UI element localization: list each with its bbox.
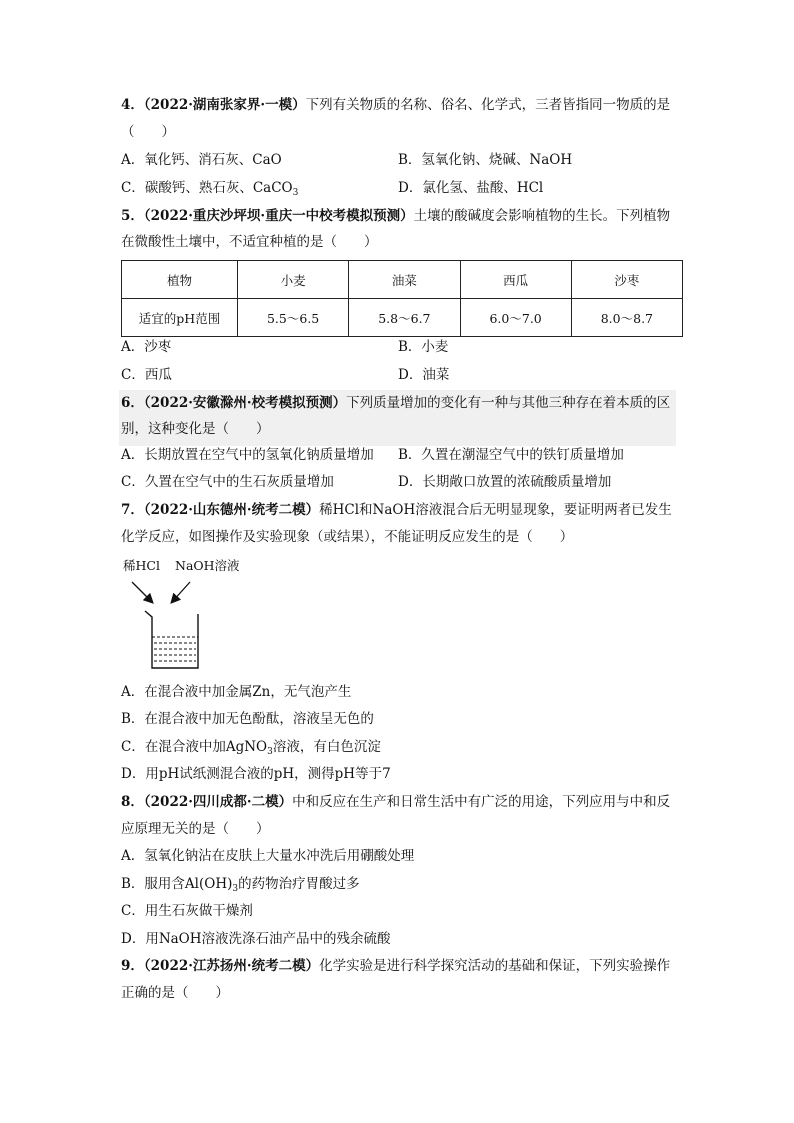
q4-number: 4．: [121, 97, 144, 113]
q6-number: 6．: [121, 395, 144, 411]
q7-option-a: A．在混合液中加金属Zn，无气泡产生: [121, 684, 352, 700]
q5-stem-line-2: 在微酸性土壤中，不适宜种植的是（ ）: [121, 234, 378, 250]
q4-stem-text: 下列有关物质的名称、俗名、化学式，三者皆指同一物质的是: [305, 97, 671, 113]
q8-option-a: A．氢氧化钠沾在皮肤上大量水冲洗后用硼酸处理: [121, 848, 415, 864]
q8-option-d: D．用NaOH溶液洗涤石油产品中的残余硫酸: [121, 931, 391, 947]
q4-option-c-text: C．碳酸钙、熟石灰、CaCO: [121, 180, 293, 196]
q8-source: （2022·四川成都·二模）: [143, 794, 293, 810]
q8-option-b-sub: 3: [232, 884, 239, 894]
q7-option-c-sub: 3: [267, 747, 273, 757]
table-cell: 适宜的pH范围: [122, 299, 238, 337]
q4-option-a: A．氧化钙、消石灰、CaO: [121, 152, 282, 168]
table-cell: 5.8～6.7: [349, 299, 460, 337]
q8-stem: [121, 793, 670, 811]
q6-option-c: C．久置在空气中的生石灰质量增加: [121, 474, 334, 490]
q5-stem: [121, 207, 670, 225]
q9-stem: [121, 957, 670, 975]
q8-option-c: C．用生石灰做干燥剂: [121, 903, 253, 919]
q6-stem-line-2: 别，这种变化是（ ）: [121, 421, 270, 437]
q5-option-c: C．西瓜: [121, 367, 172, 383]
q7-option-c-text: C．在混合液中加AgNO: [121, 739, 268, 755]
q8-stem-text-1: 中和反应在生产和日常生活中有广泛的用途，下列应用与中和反: [292, 794, 671, 810]
q6-option-b: B．久置在潮湿空气中的铁钉质量增加: [398, 447, 624, 463]
q9-stem-text-1: 化学实验是进行科学探究活动的基础和保证，下列实验操作: [319, 958, 671, 974]
q6-option-d: D．长期敞口放置的浓硫酸质量增加: [398, 474, 612, 490]
q8-stem-line-2: 应原理无关的是（ ）: [121, 821, 270, 837]
ph-range-table: [121, 260, 683, 337]
q7-stem-line-2: 化学反应，如图操作及实验现象（或结果），不能证明反应发生的是（ ）: [121, 529, 574, 545]
q6-stem-text-1: 下列质量增加的变化有一种与其他三种存在着本质的区: [346, 395, 671, 411]
q4-option-c-sub: 3: [292, 188, 299, 198]
q6-source: （2022·安徽滁州·校考模拟预测）: [143, 395, 347, 411]
q8-option-b: [121, 875, 360, 898]
naoh-label: NaOH溶液: [175, 558, 240, 573]
q4-option-b: B．氢氧化钠、烧碱、NaOH: [398, 152, 573, 168]
q5-number: 5．: [121, 208, 144, 224]
q7-option-c-tail: 溶液，有白色沉淀: [272, 739, 381, 755]
beaker-diagram: [118, 556, 218, 676]
q8-option-b-text: B．服用含Al(OH): [121, 876, 233, 892]
q7-stem: [121, 501, 672, 519]
q5-stem-text-1: 土壤的酸碱度会影响植物的生长。下列植物: [413, 208, 671, 224]
q5-source: （2022·重庆沙坪坝·重庆一中校考模拟预测）: [143, 208, 414, 224]
q7-option-d: D．用pH试纸测混合液的pH，测得pH等于7: [121, 766, 391, 782]
q6-option-a: A．长期放置在空气中的氢氧化钠质量增加: [121, 447, 374, 463]
q7-option-b: B．在混合液中加无色酚酞，溶液呈无色的: [121, 711, 374, 727]
q7-stem-text-1: 稀HCl和NaOH溶液混合后无明显现象，要证明两者已发生: [319, 502, 672, 518]
table-cell: 6.0～7.0: [460, 299, 571, 337]
table-row: [122, 261, 683, 299]
q7-number: 7．: [121, 502, 144, 518]
table-cell: 沙枣: [571, 261, 682, 299]
table-cell: 西瓜: [460, 261, 571, 299]
q5-option-a: A．沙枣: [121, 339, 172, 355]
q4-paren: （ ）: [121, 124, 175, 140]
table-cell: 小麦: [238, 261, 349, 299]
q7-option-c: [121, 738, 381, 761]
hcl-label: 稀HCl: [123, 558, 160, 573]
arrow-icon: [172, 582, 190, 602]
q5-option-d: D．油菜: [398, 367, 450, 383]
q9-number: 9．: [121, 958, 144, 974]
q9-stem-line-2: 正确的是（ ）: [121, 985, 229, 1001]
q4-source: （2022·湖南张家界·一模）: [143, 97, 306, 113]
q8-option-b-tail: 的药物治疗胃酸过多: [238, 876, 360, 892]
q4-option-c: [121, 179, 298, 202]
q5-option-b: B．小麦: [398, 339, 449, 355]
q4-option-d: D．氯化氢、盐酸、HCl: [398, 180, 544, 196]
q8-number: 8．: [121, 794, 144, 810]
table-cell: 5.5～6.5: [238, 299, 349, 337]
table-cell: 8.0～8.7: [571, 299, 682, 337]
q7-source: （2022·山东德州·统考二模）: [143, 502, 320, 518]
q9-source: （2022·江苏扬州·统考二模）: [143, 958, 320, 974]
q4-stem: [121, 96, 670, 114]
arrow-icon: [132, 582, 152, 602]
beaker-icon: [145, 611, 198, 668]
table-row: [122, 299, 683, 337]
table-cell: 油菜: [349, 261, 460, 299]
table-cell: 植物: [122, 261, 238, 299]
q6-stem: [121, 394, 670, 412]
